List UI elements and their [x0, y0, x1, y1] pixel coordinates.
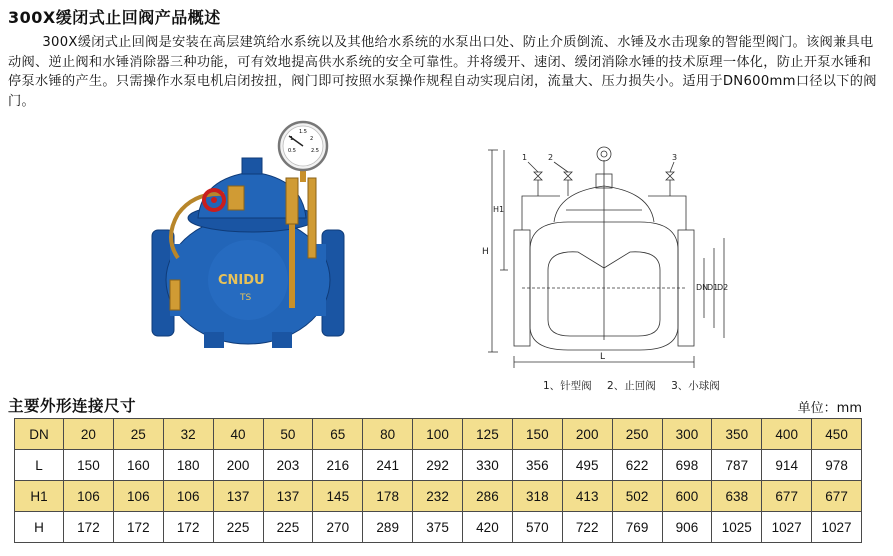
page-title: 300X缓闭式止回阀产品概述 — [8, 8, 221, 27]
callout-2: 2 — [548, 153, 554, 162]
table-cell: 80 — [363, 419, 413, 450]
table-cell: 289 — [363, 512, 413, 543]
table-cell: 495 — [562, 450, 612, 481]
gauge-number-5: 2.5 — [311, 148, 319, 154]
table-cell: 722 — [562, 512, 612, 543]
table-cell: 978 — [812, 450, 862, 481]
table-cell: 178 — [363, 481, 413, 512]
row-header: H — [15, 512, 64, 543]
table-cell: 350 — [712, 419, 762, 450]
table-cell: 180 — [163, 450, 213, 481]
table-cell: 502 — [612, 481, 662, 512]
table-cell: 150 — [64, 450, 114, 481]
dim-label-h: H — [482, 247, 489, 257]
table-cell: 40 — [213, 419, 263, 450]
table-cell: 125 — [463, 419, 513, 450]
table-cell: 286 — [463, 481, 513, 512]
table-cell: 106 — [163, 481, 213, 512]
table-cell: 413 — [562, 481, 612, 512]
table-cell: 172 — [64, 512, 114, 543]
product-description: 300X缓闭式止回阀是安装在高层建筑给水系统以及其他给水系统的水泵出口处、防止介质倒流、水锤及水击现象的智能型阀门。该阀兼具电动阀、逆止阀和水锤消除器三种功能，可有效地提高供水系统的安全可靠性。并将缓开、速闭、缓闭消除水锤的技术原理一体化，防止开泵水锤和停泵水锤的产生。只需操作水泵电机启闭按扭，阀门即可按照水泵操作规程自动实现启闭，流量大、压力损失小。适用于DN600mm口径以下的阀门。 — [8, 35, 877, 109]
table-cell: 137 — [263, 481, 313, 512]
table-cell: 375 — [413, 512, 463, 543]
table-cell: 318 — [512, 481, 562, 512]
table-cell: 622 — [612, 450, 662, 481]
gauge-number-1: 0.5 — [288, 148, 296, 154]
gauge-number-3: 1.5 — [299, 129, 307, 135]
table-cell: 698 — [662, 450, 712, 481]
table-cell: 50 — [263, 419, 313, 450]
table-cell: 145 — [313, 481, 363, 512]
valve-section-drawing — [478, 140, 734, 372]
table-cell: 400 — [762, 419, 812, 450]
table-cell: 677 — [762, 481, 812, 512]
table-cell: 1027 — [762, 512, 812, 543]
table-cell: 100 — [413, 419, 463, 450]
table-cell: 106 — [113, 481, 163, 512]
table-cell: 65 — [313, 419, 363, 450]
table-cell: 172 — [163, 512, 213, 543]
table-cell: 600 — [662, 481, 712, 512]
table-cell: 300 — [662, 419, 712, 450]
table-cell: 160 — [113, 450, 163, 481]
dim-label-h1: H1 — [493, 205, 505, 214]
table-cell: 769 — [612, 512, 662, 543]
table-cell: 787 — [712, 450, 762, 481]
table-cell: 570 — [512, 512, 562, 543]
dimensions-table — [14, 418, 862, 543]
dim-label-d1: D1 — [707, 283, 719, 292]
table-cell: 1027 — [812, 512, 862, 543]
table-cell: 270 — [313, 512, 363, 543]
table-cell: 106 — [64, 481, 114, 512]
table-row — [15, 512, 862, 543]
table-row — [15, 481, 862, 512]
legend-item-2: 2、止回阀 — [607, 380, 656, 392]
table-row — [15, 450, 862, 481]
table-cell: 172 — [113, 512, 163, 543]
table-cell: 241 — [363, 450, 413, 481]
legend-item-1: 1、针型阀 — [543, 380, 592, 392]
table-cell: 216 — [313, 450, 363, 481]
dim-label-d2: D2 — [717, 283, 729, 292]
table-cell: 1025 — [712, 512, 762, 543]
table-cell: 203 — [263, 450, 313, 481]
table-cell: 137 — [213, 481, 263, 512]
table-cell: 25 — [113, 419, 163, 450]
table-cell: 150 — [512, 419, 562, 450]
drawing-legend — [543, 378, 720, 393]
callout-3: 3 — [672, 153, 678, 162]
gauge-number-4: 2 — [310, 136, 314, 142]
table-cell: 420 — [463, 512, 513, 543]
table-cell: 232 — [413, 481, 463, 512]
legend-item-3: 3、小球阀 — [671, 380, 720, 392]
table-cell: 914 — [762, 450, 812, 481]
dim-label-l: L — [600, 352, 606, 362]
table-cell: 250 — [612, 419, 662, 450]
dim-label-dn: DN — [696, 283, 709, 292]
table-cell: 32 — [163, 419, 213, 450]
table-cell: 450 — [812, 419, 862, 450]
unit-label: 单位：mm — [797, 401, 862, 416]
table-cell: 906 — [662, 512, 712, 543]
brand-logo: CNIDU — [218, 273, 265, 288]
gauge-number-2: 1 — [290, 136, 294, 142]
table-cell: 200 — [213, 450, 263, 481]
callout-1: 1 — [522, 153, 528, 162]
dimensions-title: 主要外形连接尺寸 — [8, 397, 137, 415]
brand-logo-sub: TS — [240, 293, 252, 303]
dimensions-table-body — [15, 419, 862, 543]
table-row — [15, 419, 862, 450]
row-header: L — [15, 450, 64, 481]
table-cell: 356 — [512, 450, 562, 481]
table-cell: 20 — [64, 419, 114, 450]
table-cell: 200 — [562, 419, 612, 450]
row-header: DN — [15, 419, 64, 450]
table-cell: 638 — [712, 481, 762, 512]
table-cell: 292 — [413, 450, 463, 481]
row-header: H1 — [15, 481, 64, 512]
table-cell: 225 — [213, 512, 263, 543]
valve-photo — [142, 118, 370, 358]
table-cell: 677 — [812, 481, 862, 512]
table-cell: 225 — [263, 512, 313, 543]
table-cell: 330 — [463, 450, 513, 481]
